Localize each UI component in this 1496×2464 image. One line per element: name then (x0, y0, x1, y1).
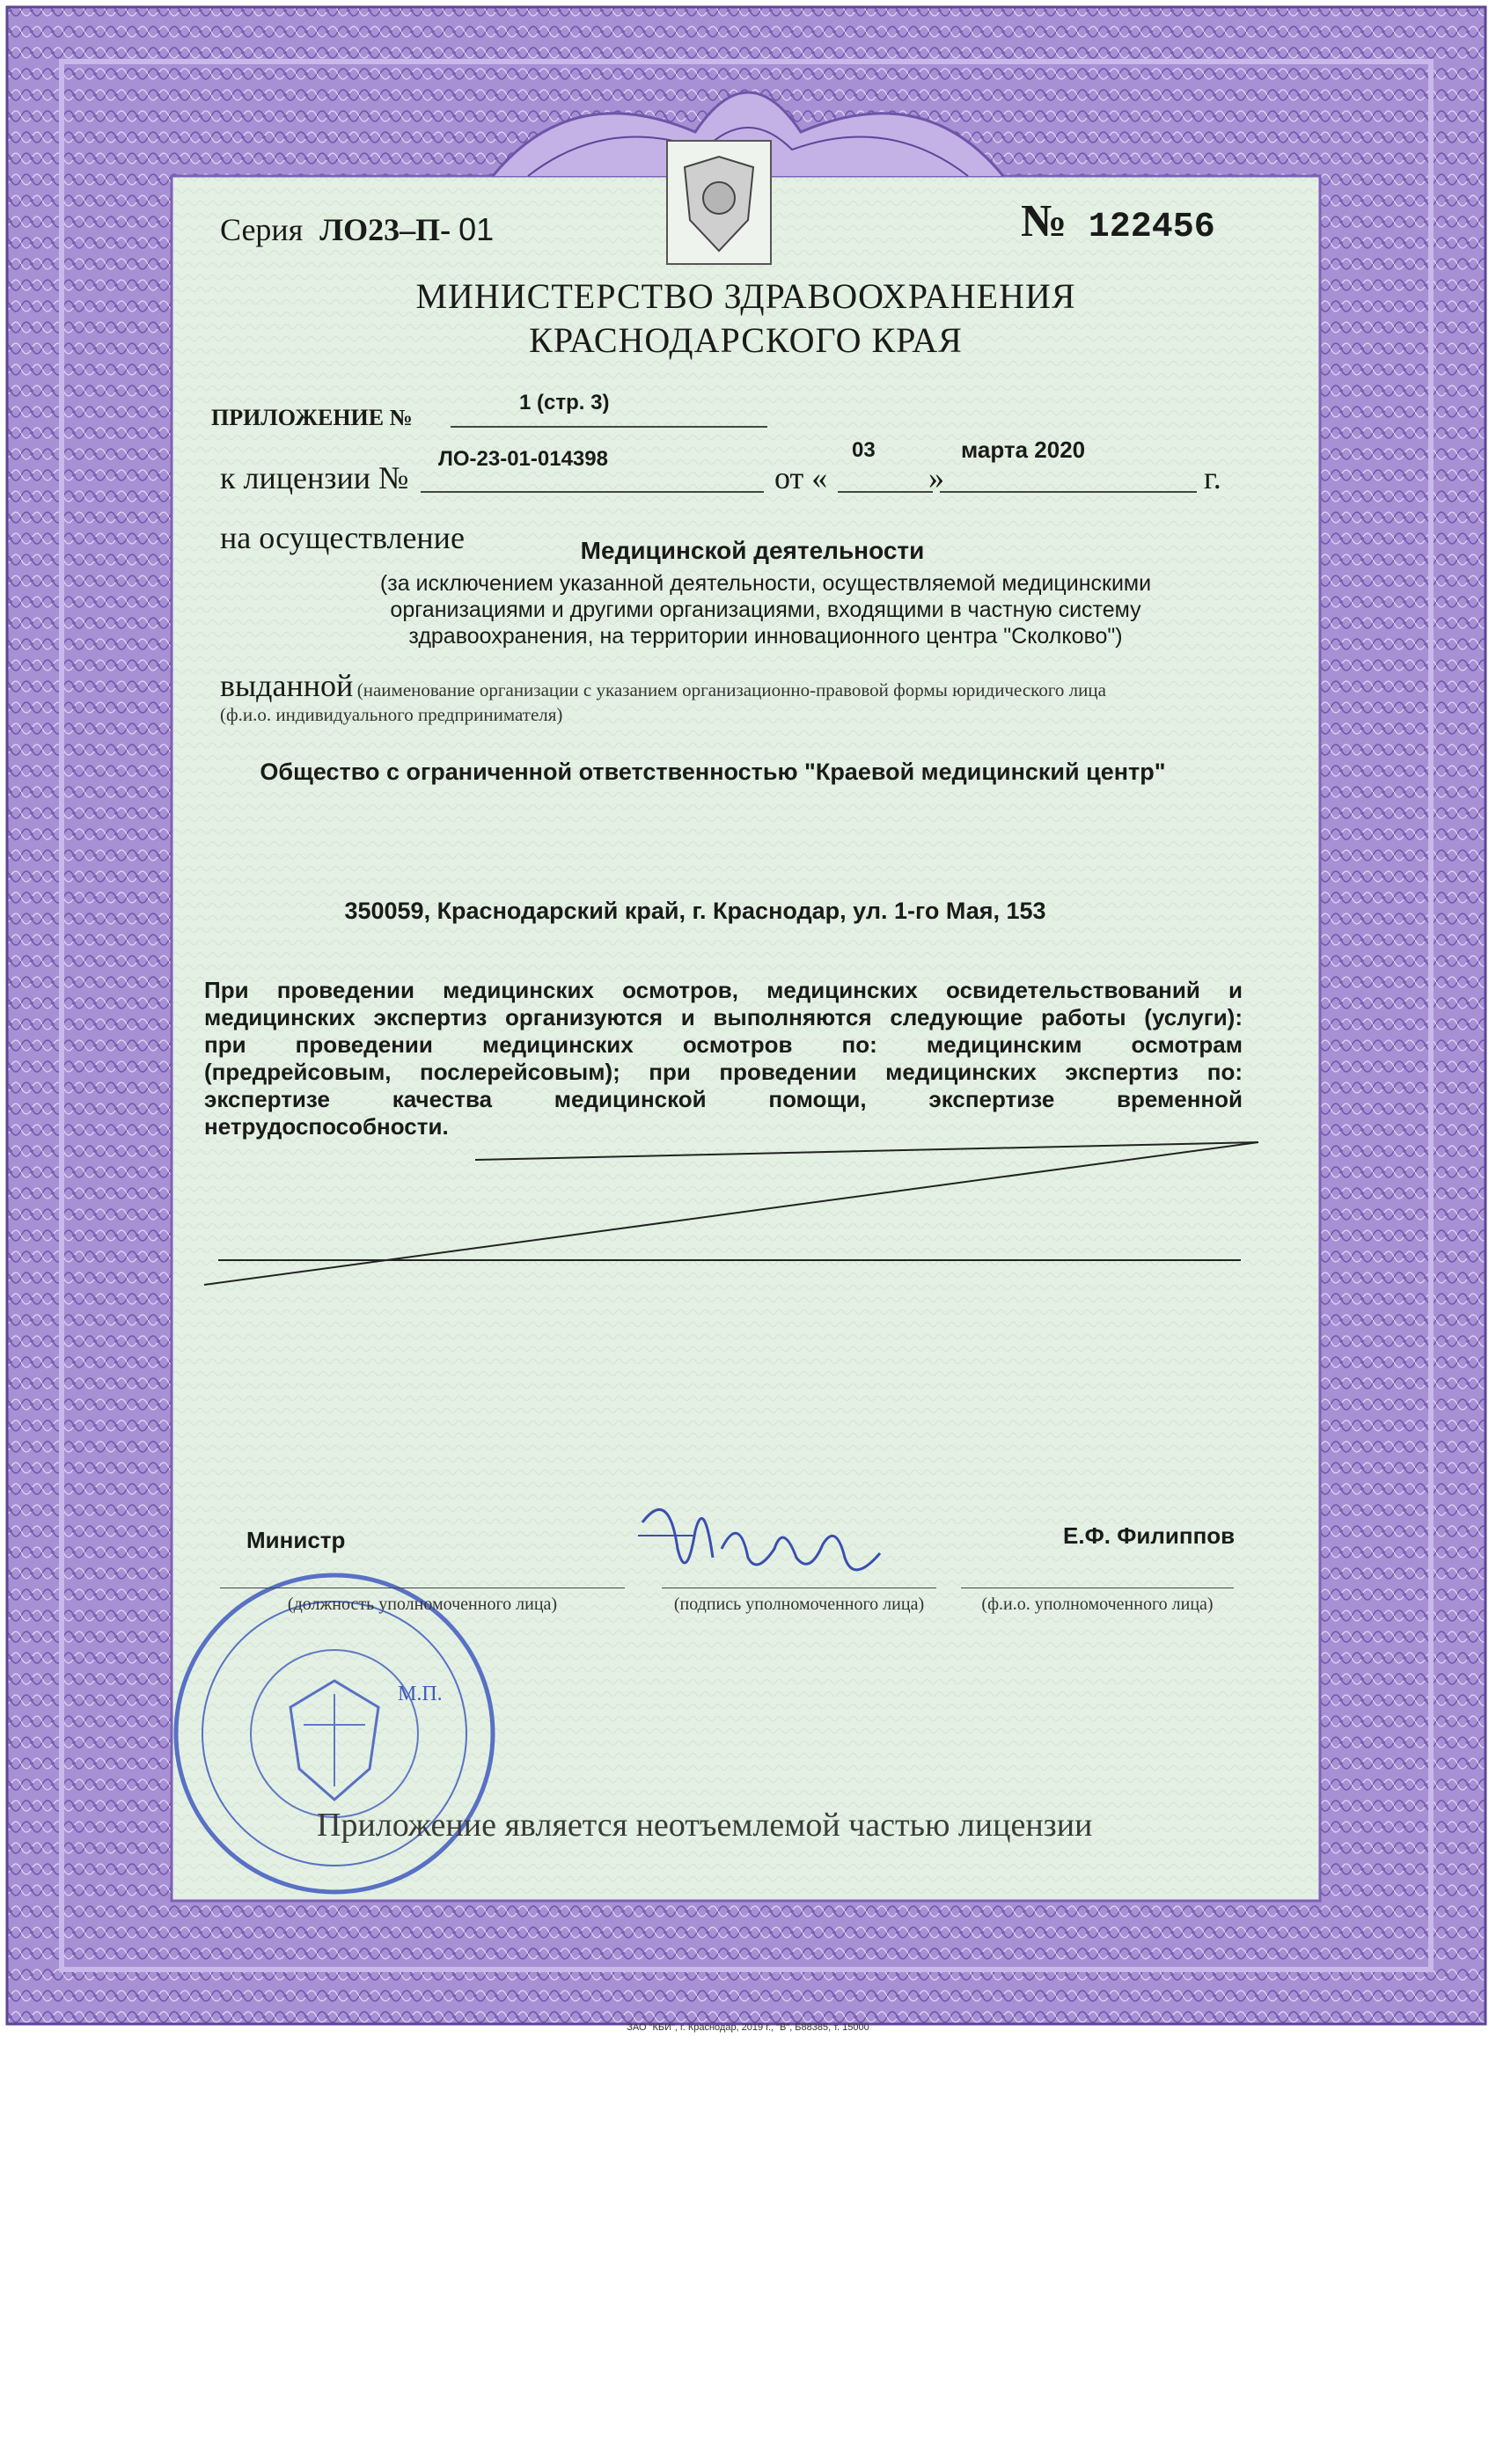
ministry-line-1: МИНИСТЕРСТВО ЗДРАВООХРАНЕНИЯ (415, 276, 1076, 316)
organization-address: 350059, Краснодарский край, г. Краснодар, ул. 1-го Мая, 153 (344, 898, 1046, 924)
signatory-name: Е.Ф. Филиппов (1063, 1522, 1236, 1549)
works-line-1: При проведении медицинских осмотров, медицинских освидетельствований и (204, 977, 1243, 1003)
caption-position: (должность уполномоченного лица) (287, 1595, 558, 1614)
activity-note-line-2: организациями и другими организациями, входящими в частную систему (390, 598, 1141, 622)
issued-hint-1: (наименование организации с указанием организационно-правовой формы юридического лица (356, 679, 1106, 700)
appendix-label: ПРИЛОЖЕНИЕ № (211, 405, 413, 430)
works-line-4: (предрейсовым, послерейсовым); при проведении медицинских экспертиз по: (204, 1059, 1243, 1085)
license-prefix: к лицензии № (220, 460, 409, 495)
works-line-5: экспертизе качества медицинской помощи, экспертизе временной (204, 1086, 1243, 1112)
works-description (204, 977, 1243, 1140)
license-close-quote: » (928, 460, 944, 495)
number-symbol: № (1021, 196, 1067, 246)
license-number: ЛО-23-01-014398 (438, 447, 608, 471)
series-value: ЛО23–П- (319, 212, 451, 247)
activity-note-line-1: (за исключением указанной деятельности, осуществляемой медицинскими (379, 571, 1152, 596)
license-from-label: от « (774, 460, 828, 495)
caption-name: (ф.и.о. уполномоченного лица) (981, 1595, 1214, 1614)
license-month-year: марта 2020 (961, 436, 1086, 463)
number-value: 122456 (1088, 208, 1215, 247)
organization-name: Общество с ограниченной ответственностью "Краевой медицинский центр" (260, 759, 1166, 785)
license-year-suffix: г. (1204, 460, 1221, 495)
works-line-3: при проведении медицинских осмотров по: медицинским осмотрам (204, 1031, 1243, 1058)
issued-label: выданной (220, 668, 354, 703)
appendix-footer-note: Приложение является неотъемлемой частью лицензии (317, 1807, 1093, 1844)
issued-row (220, 667, 1106, 704)
series-suffix: 01 (458, 211, 495, 247)
activity-note-line-3: здравоохранения, на территории инновационного центра "Сколково") (408, 624, 1123, 649)
signatory-position: Министр (246, 1527, 346, 1553)
ministry-title (172, 275, 1320, 363)
appendix-value: 1 (стр. 3) (519, 391, 610, 414)
activity-note (290, 570, 1241, 649)
series-label: Серия (220, 212, 304, 247)
stamp-mp: М.П. (398, 1683, 443, 1705)
license-day: 03 (852, 438, 876, 462)
caption-signature: (подпись уполномоченного лица) (673, 1595, 925, 1614)
activity-title: Медицинской деятельности (580, 537, 925, 564)
form-number (1021, 195, 1215, 247)
works-line-2: медицинских экспертиз организуются и выполняются следующие работы (услуги): (204, 1004, 1243, 1030)
activity-label: на осуществление (220, 520, 465, 555)
printer-imprint: ЗАО "КБИ", г. Краснодар, 2019 г., "В", Б88385, т. 15000 (627, 2022, 869, 2033)
series-row (220, 211, 494, 248)
works-line-6: нетрудоспособности. (204, 1113, 449, 1140)
coat-of-arms-icon (667, 141, 771, 264)
ministry-line-2: КРАСНОДАРСКОГО КРАЯ (529, 320, 963, 360)
issued-hint-2: (ф.и.о. индивидуального предпринимателя) (220, 704, 563, 725)
